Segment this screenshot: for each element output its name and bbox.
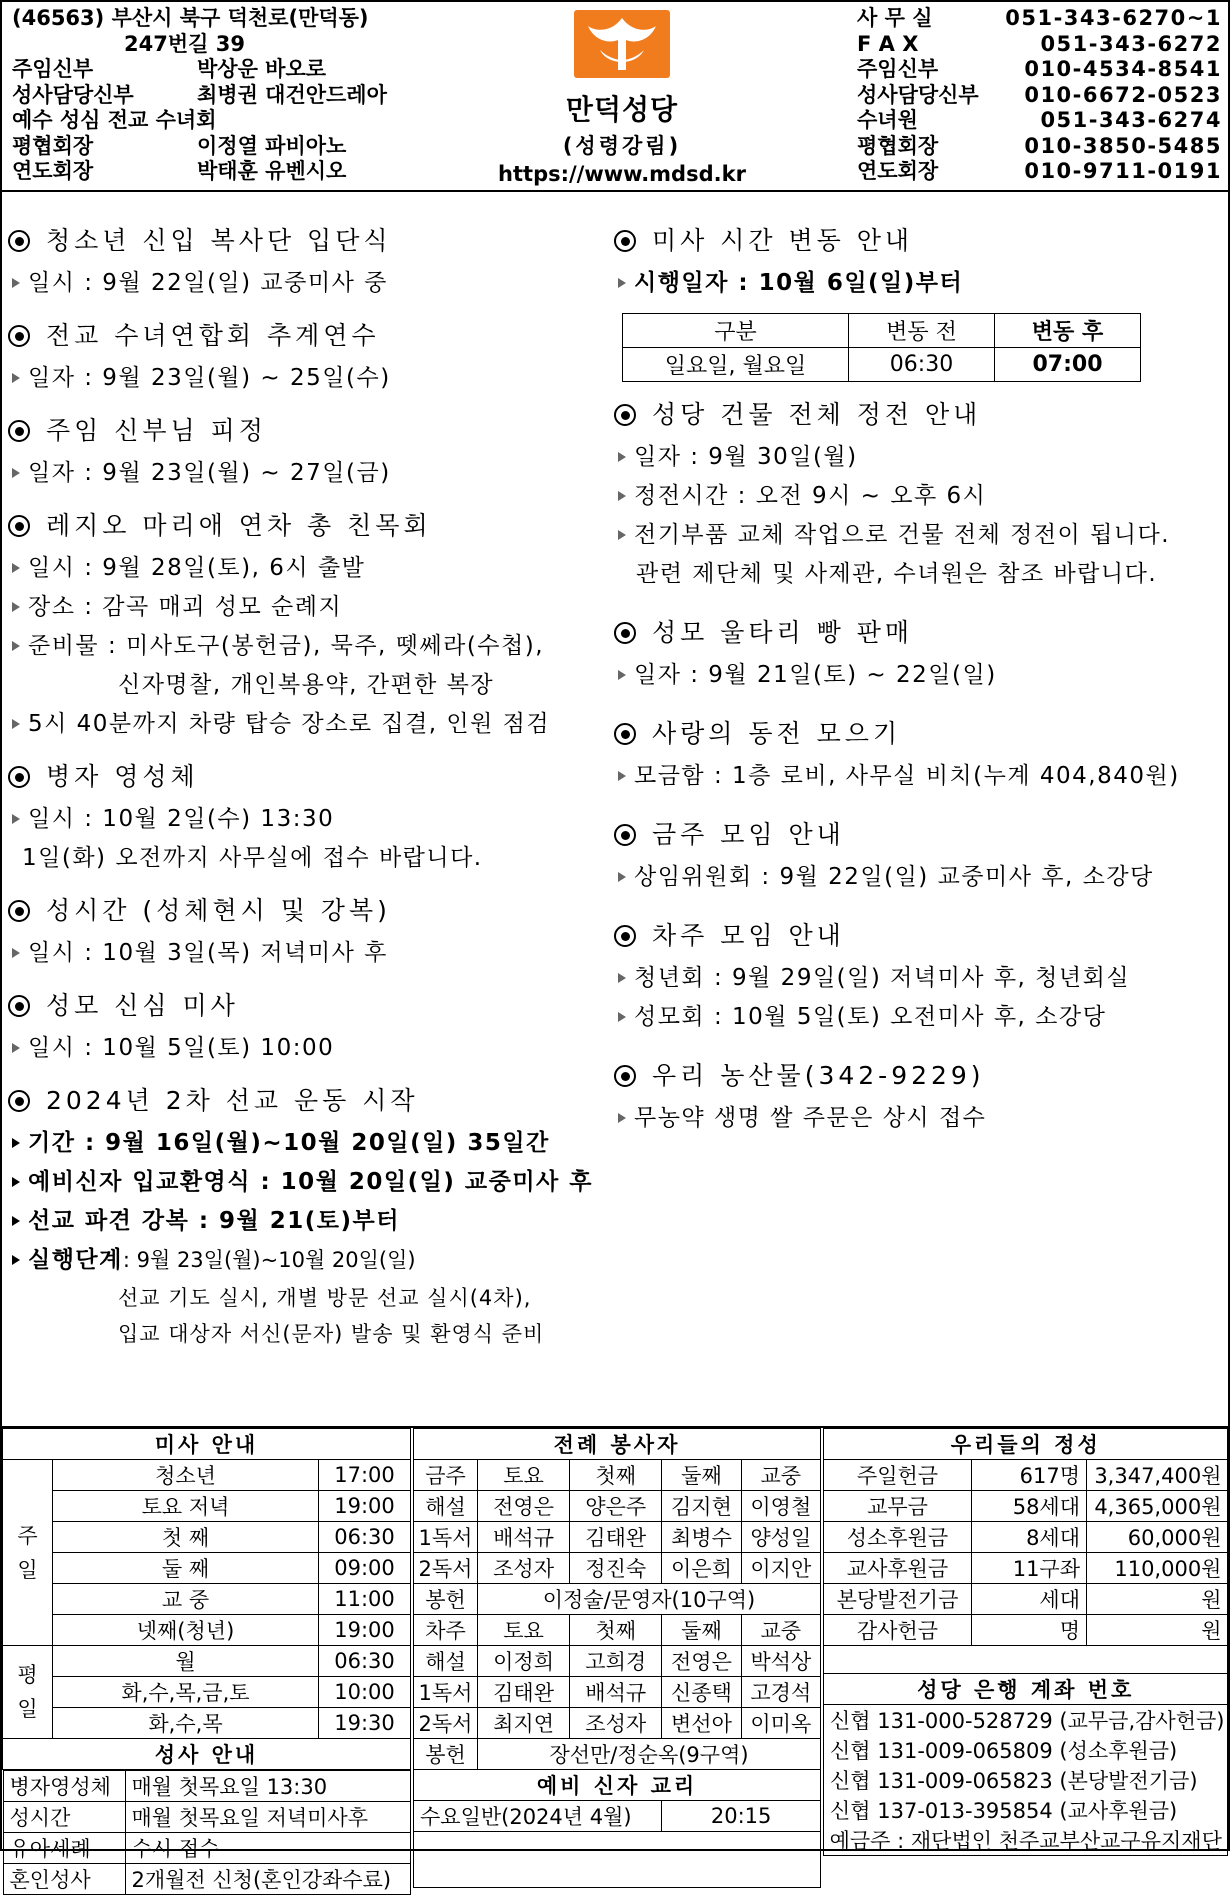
- table-cell: 이영철: [741, 1491, 820, 1522]
- offering-name: 주일헌금: [824, 1460, 972, 1491]
- table-title: 우리들의 정성: [824, 1429, 1228, 1460]
- triangle-bullet-icon: [12, 641, 20, 651]
- triangle-bullet-icon: [12, 1216, 20, 1226]
- triangle-bullet-icon: [12, 1177, 20, 1187]
- notice-title: 병자 영성체: [46, 762, 199, 791]
- triangle-bullet-icon: [618, 771, 626, 781]
- triangle-bullet-icon: [618, 872, 626, 882]
- triangle-bullet-icon: [618, 452, 626, 462]
- notice-item: 선교 파견 강복 : 9월 21(토)부터: [28, 1208, 400, 1234]
- contact-label: 주임신부: [857, 57, 939, 81]
- notice-item: 일시 : 10월 3일(목) 저녁미사 후: [28, 940, 388, 966]
- contact-label: 연도회장: [857, 159, 939, 183]
- triangle-bullet-icon: [12, 719, 20, 729]
- notice-item-label: 실행단계: [28, 1247, 123, 1273]
- mass-time: 06:30: [319, 1646, 411, 1677]
- triangle-bullet-icon: [618, 530, 626, 540]
- contact-phone: 010-6672-0523: [1024, 82, 1222, 107]
- triangle-bullet-icon: [12, 948, 20, 958]
- contact-list: [857, 6, 1222, 185]
- table-title: 미사 안내: [3, 1429, 411, 1460]
- sacrament-name: 유아세례: [3, 1833, 125, 1864]
- mass-name: 교 중: [53, 1584, 319, 1615]
- table-title: 예비 신자 교리: [414, 1770, 821, 1801]
- triangle-bullet-icon: [618, 670, 626, 680]
- mass-time: 17:00: [319, 1460, 411, 1491]
- notice-item: 시행일자 : 10월 6일(일)부터: [634, 270, 964, 296]
- table-cell: 박석상: [741, 1646, 820, 1677]
- column-header: 첫째: [570, 1460, 662, 1491]
- table-cell: 장선만/정순옥(9구역): [478, 1739, 821, 1770]
- notice-title: 2024년 2차 선교 운동 시작: [46, 1086, 419, 1115]
- contact-phone: 010-3850-5485: [1024, 133, 1222, 158]
- notice-item: 5시 40분까지 차량 탑승 장소로 집결, 인원 점검: [28, 711, 551, 737]
- parish-logo-icon: [574, 10, 670, 78]
- triangle-bullet-icon: [12, 814, 20, 824]
- bullseye-icon: [614, 1065, 636, 1087]
- offering-name: 본당발전기금: [824, 1584, 972, 1615]
- notice-item: 일자 : 9월 30일(월): [634, 444, 858, 470]
- notice-item: 선교 기도 실시, 개별 방문 선교 실시(4차),: [118, 1286, 532, 1310]
- offering-count: 617명: [972, 1460, 1087, 1491]
- table-cell: 봉헌: [414, 1739, 478, 1770]
- table-cell: 최지연: [478, 1708, 570, 1739]
- mass-name: 청소년: [53, 1460, 319, 1491]
- bullseye-icon: [8, 995, 30, 1017]
- offering-amount: 110,000원: [1087, 1553, 1228, 1584]
- column-header: 금주: [414, 1460, 478, 1491]
- table-cell: 1독서: [414, 1677, 478, 1708]
- notice-section: [614, 224, 1220, 382]
- table-cell: 김태완: [570, 1522, 662, 1553]
- table-cell: 최병수: [662, 1522, 741, 1553]
- mass-schedule-table: [2, 1428, 411, 1895]
- notice-section: [8, 894, 608, 973]
- notice-title: 우리 농산물(342-9229): [652, 1061, 985, 1090]
- table-cell: 1독서: [414, 1522, 478, 1553]
- notice-item: 정전시간 : 오전 9시 ~ 오후 6시: [634, 483, 987, 509]
- notice-item: 일시 : 9월 28일(토), 6시 출발: [28, 555, 366, 581]
- notice-title: 사랑의 동전 모으기: [652, 719, 902, 748]
- notice-title: 성당 건물 전체 정전 안내: [652, 400, 982, 429]
- notice-item: 상임위원회 : 9월 22일(일) 교중미사 후, 소강당: [634, 864, 1154, 890]
- column-header: 둘째: [662, 1615, 741, 1646]
- contact-label: 평협회장: [857, 133, 939, 158]
- staff-name: 박상운 바오로: [197, 57, 327, 81]
- parish-subtitle: (성령강림): [562, 134, 682, 158]
- triangle-bullet-icon: [12, 563, 20, 573]
- notice-item: 입교 대상자 서신(문자) 발송 및 환영식 준비: [118, 1322, 545, 1346]
- notice-section: [614, 1059, 1220, 1138]
- parish-url-link[interactable]: https://www.mdsd.kr: [498, 162, 746, 186]
- bullseye-icon: [8, 766, 30, 788]
- table-cell: 김지현: [662, 1491, 741, 1522]
- address-line1: (46563) 부산시 북구 덕천로(만덕동): [12, 6, 369, 30]
- sunday-label: 주 일: [3, 1460, 53, 1646]
- bullseye-icon: [8, 1090, 30, 1112]
- table-cell: 조성자: [570, 1708, 662, 1739]
- table-cell: 07:00: [995, 348, 1141, 382]
- table-cell: 배석규: [478, 1522, 570, 1553]
- table-cell: 2독서: [414, 1708, 478, 1739]
- table-cell: 해설: [414, 1491, 478, 1522]
- table-cell: 전영은: [478, 1491, 570, 1522]
- parish-name: 만덕성당: [565, 93, 679, 126]
- address-line2: 247번길 39: [124, 31, 245, 56]
- staff-role: 연도회장: [12, 159, 94, 183]
- sacrament-desc: 매월 첫목요일 저녁미사후: [125, 1802, 410, 1833]
- notice-section: [614, 616, 1220, 695]
- bullseye-icon: [614, 404, 636, 426]
- notice-item: 신자명찰, 개인복용약, 간편한 복장: [118, 672, 495, 698]
- bullseye-icon: [614, 723, 636, 745]
- notice-item: 청년회 : 9월 29일(일) 저녁미사 후, 청년회실: [634, 965, 1131, 991]
- bullseye-icon: [614, 622, 636, 644]
- notice-title: 성시간 (성체현시 및 강복): [46, 896, 391, 925]
- triangle-bullet-icon: [618, 1113, 626, 1123]
- bullseye-icon: [8, 515, 30, 537]
- bank-account: 신협 131-000-528729 (교무금,감사헌금): [824, 1705, 1228, 1736]
- catechism-class: 수요일반(2024년 4월): [414, 1801, 662, 1832]
- offering-amount: 원: [1087, 1584, 1228, 1615]
- contact-phone: 010-4534-8541: [1024, 57, 1222, 81]
- bullseye-icon: [8, 420, 30, 442]
- table-cell: 김태완: [478, 1677, 570, 1708]
- notice-title: 성모 신심 미사: [46, 991, 239, 1020]
- contact-phone: 010-9711-0191: [1024, 159, 1222, 183]
- notice-item: 준비물 : 미사도구(봉헌금), 묵주, 뗏쎄라(수첩),: [28, 633, 545, 659]
- table-header: 변동 전: [849, 314, 995, 348]
- staff-role: 주임신부: [12, 57, 94, 81]
- triangle-bullet-icon: [618, 491, 626, 501]
- notice-item: 모금함 : 1층 로비, 사무실 비치(누계 404,840원): [634, 763, 1180, 789]
- sacrament-desc: 매월 첫목요일 13:30: [125, 1771, 410, 1802]
- table-cell: 이정희: [478, 1646, 570, 1677]
- mass-name: 둘 째: [53, 1553, 319, 1584]
- notice-title: 청소년 신입 복사단 입단식: [46, 226, 392, 255]
- notice-item: 장소 : 감곡 매괴 성모 순례지: [28, 594, 343, 620]
- offering-count: 11구좌: [972, 1553, 1087, 1584]
- column-header: 교중: [741, 1615, 820, 1646]
- notice-section: [8, 509, 608, 744]
- column-header: 차주: [414, 1615, 478, 1646]
- notice-item: 일시 : 10월 5일(토) 10:00: [28, 1035, 335, 1061]
- table-cell: 변선아: [662, 1708, 741, 1739]
- contact-phone: 051-343-6272: [1040, 31, 1222, 56]
- table-cell: 이미옥: [741, 1708, 820, 1739]
- table-title: 성당 은행 계좌 번호: [824, 1674, 1228, 1705]
- contact-phone: 051-343-6270~1: [1005, 6, 1222, 30]
- staff-role: 예수 성심 전교 수녀회: [12, 108, 217, 132]
- offerings-table: [823, 1428, 1228, 1856]
- sacrament-desc: 수시 접수: [125, 1833, 410, 1864]
- offering-name: 감사헌금: [824, 1615, 972, 1646]
- notice-item: 예비신자 입교환영식 : 10월 20일(일) 교중미사 후: [28, 1169, 593, 1195]
- notice-section: [8, 760, 608, 878]
- notice-section: [614, 818, 1220, 897]
- contact-label: F A X: [857, 31, 919, 56]
- table-cell: 고경석: [741, 1677, 820, 1708]
- notice-item: 기간 : 9월 16일(월)~10월 20일(일) 35일간: [28, 1130, 550, 1156]
- offering-amount: 3,347,400원: [1087, 1460, 1228, 1491]
- table-cell: 전영은: [662, 1646, 741, 1677]
- mass-name: 화,수,목: [53, 1708, 319, 1739]
- sacrament-name: 병자영성체: [3, 1771, 125, 1802]
- staff-name: 박태훈 유벤시오: [197, 159, 347, 183]
- table-cell: 해설: [414, 1646, 478, 1677]
- staff-name: 이정열 파비아노: [197, 133, 347, 158]
- notice-item: : 9월 23일(월)~10월 20일(일): [122, 1248, 416, 1272]
- triangle-bullet-icon: [12, 373, 20, 383]
- table-cell: 2독서: [414, 1553, 478, 1584]
- sacrament-desc: 2개월전 신청(혼인강좌수료): [125, 1864, 410, 1895]
- contact-phone: 051-343-6274: [1040, 108, 1222, 132]
- bullseye-icon: [8, 230, 30, 252]
- triangle-bullet-icon: [12, 468, 20, 478]
- notice-title: 주임 신부님 피정: [46, 416, 267, 445]
- table-title: 성사 안내: [3, 1739, 411, 1770]
- notice-section: [614, 398, 1220, 594]
- notice-item: 일자 : 9월 23일(월) ~ 25일(수): [28, 365, 391, 391]
- notice-section: [8, 319, 608, 398]
- offering-amount: 원: [1087, 1615, 1228, 1646]
- notice-title: 금주 모임 안내: [652, 820, 845, 849]
- offering-name: 교무금: [824, 1491, 972, 1522]
- notice-item: 일자 : 9월 23일(월) ~ 27일(금): [28, 460, 391, 486]
- mass-time: 19:00: [319, 1615, 411, 1646]
- notice-item: 전기부품 교체 작업으로 건물 전체 정전이 됩니다.: [634, 522, 1171, 548]
- triangle-bullet-icon: [12, 278, 20, 288]
- column-header: 둘째: [662, 1460, 741, 1491]
- offering-count: 58세대: [972, 1491, 1087, 1522]
- bank-account: 신협 131-009-065809 (성소후원금): [824, 1735, 1228, 1765]
- offering-count: 명: [972, 1615, 1087, 1646]
- table-header: 구분: [623, 314, 849, 348]
- column-header: 첫째: [570, 1615, 662, 1646]
- table-title: 전례 봉사자: [414, 1429, 821, 1460]
- table-cell: 이은희: [662, 1553, 741, 1584]
- weekday-label: 평 일: [3, 1646, 53, 1739]
- table-cell: 양은주: [570, 1491, 662, 1522]
- notice-item: 1일(화) 오전까지 사무실에 접수 바랍니다.: [22, 845, 483, 871]
- table-cell: 이정술/문영자(10구역): [478, 1584, 821, 1615]
- table-cell: 봉헌: [414, 1584, 478, 1615]
- bank-account: 신협 131-009-065823 (본당발전기금): [824, 1765, 1228, 1795]
- contact-label: 수녀원: [857, 108, 918, 132]
- offering-name: 성소후원금: [824, 1522, 972, 1553]
- column-header: 교중: [741, 1460, 820, 1491]
- notice-item: 일자 : 9월 21일(토) ~ 22일(일): [634, 662, 997, 688]
- mass-time: 06:30: [319, 1522, 411, 1553]
- table-cell: 신종택: [662, 1677, 741, 1708]
- staff-role: 성사담당신부: [12, 82, 134, 107]
- offering-amount: 60,000원: [1087, 1522, 1228, 1553]
- parish-info: [12, 6, 492, 185]
- bullseye-icon: [614, 824, 636, 846]
- column-header: 토요: [478, 1615, 570, 1646]
- triangle-bullet-icon: [618, 973, 626, 983]
- bottom-tables: [2, 1426, 1228, 1892]
- column-header: 토요: [478, 1460, 570, 1491]
- notice-item: 성모회 : 10월 5일(토) 오전미사 후, 소강당: [634, 1004, 1107, 1030]
- notice-section: [8, 1084, 608, 1352]
- triangle-bullet-icon: [12, 1255, 20, 1265]
- mass-name: 토요 저녁: [53, 1491, 319, 1522]
- table-cell: 06:30: [849, 348, 995, 382]
- mass-time-change-table: [622, 313, 1141, 382]
- mass-time: 10:00: [319, 1677, 411, 1708]
- liturgy-servers-table: [413, 1428, 821, 1888]
- table-cell: 이지안: [741, 1553, 820, 1584]
- bullseye-icon: [614, 925, 636, 947]
- table-cell: 조성자: [478, 1553, 570, 1584]
- notice-section: [614, 717, 1220, 796]
- bullseye-icon: [8, 900, 30, 922]
- triangle-bullet-icon: [12, 1138, 20, 1148]
- mass-time: 09:00: [319, 1553, 411, 1584]
- sacrament-name: 혼인성사: [3, 1864, 125, 1895]
- table-cell: 양성일: [741, 1522, 820, 1553]
- notice-item: 일시 : 10월 2일(수) 13:30: [28, 806, 335, 832]
- table-header: 변동 후: [995, 314, 1141, 348]
- mass-name: 첫 째: [53, 1522, 319, 1553]
- mass-name: 월: [53, 1646, 319, 1677]
- mass-time: 19:30: [319, 1708, 411, 1739]
- staff-name: 최병권 대건안드레아: [197, 82, 387, 107]
- offering-amount: 4,365,000원: [1087, 1491, 1228, 1522]
- bullseye-icon: [8, 325, 30, 347]
- notice-title: 미사 시간 변동 안내: [652, 226, 914, 255]
- table-cell: 고희경: [570, 1646, 662, 1677]
- triangle-bullet-icon: [618, 1012, 626, 1022]
- notices-left-column: [8, 224, 608, 1368]
- notice-section: [8, 224, 608, 303]
- sacrament-name: 성시간: [3, 1802, 125, 1833]
- table-cell: 정진숙: [570, 1553, 662, 1584]
- notice-item: 일시 : 9월 22일(일) 교중미사 중: [28, 270, 388, 296]
- notices-right-column: [614, 224, 1220, 1154]
- header: [2, 2, 1228, 192]
- catechism-time: 20:15: [662, 1801, 821, 1832]
- table-cell: 일요일, 월요일: [623, 348, 849, 382]
- mass-time: 19:00: [319, 1491, 411, 1522]
- mass-name: 넷째(청년): [53, 1615, 319, 1646]
- offering-name: 교사후원금: [824, 1553, 972, 1584]
- triangle-bullet-icon: [12, 1043, 20, 1053]
- triangle-bullet-icon: [618, 278, 626, 288]
- mass-time: 11:00: [319, 1584, 411, 1615]
- staff-role: 평협회장: [12, 133, 94, 158]
- bank-account: 신협 137-013-395854 (교사후원금): [824, 1795, 1228, 1825]
- notice-title: 성모 울타리 빵 판매: [652, 618, 914, 647]
- bullseye-icon: [614, 230, 636, 252]
- offering-count: 세대: [972, 1584, 1087, 1615]
- notice-title: 전교 수녀연합회 추계연수: [46, 321, 380, 350]
- notice-section: [8, 414, 608, 493]
- notice-section: [8, 989, 608, 1068]
- bank-holder: 예금주 : 재단법인 천주교부산교구유지재단: [824, 1825, 1228, 1856]
- notice-item: 관련 제단체 및 사제관, 수녀원은 참조 바랍니다.: [636, 561, 1158, 587]
- contact-label: 사 무 실: [857, 6, 933, 30]
- notice-title: 차주 모임 안내: [652, 921, 845, 950]
- parish-logo-block: [472, 10, 772, 186]
- table-cell: 배석규: [570, 1677, 662, 1708]
- notice-item: 무농약 생명 쌀 주문은 상시 접수: [634, 1105, 987, 1131]
- notice-section: [614, 919, 1220, 1037]
- mass-name: 화,수,목,금,토: [53, 1677, 319, 1708]
- contact-label: 성사담당신부: [857, 82, 979, 107]
- triangle-bullet-icon: [12, 602, 20, 612]
- offering-count: 8세대: [972, 1522, 1087, 1553]
- notice-title: 레지오 마리애 연차 총 친목회: [46, 511, 432, 540]
